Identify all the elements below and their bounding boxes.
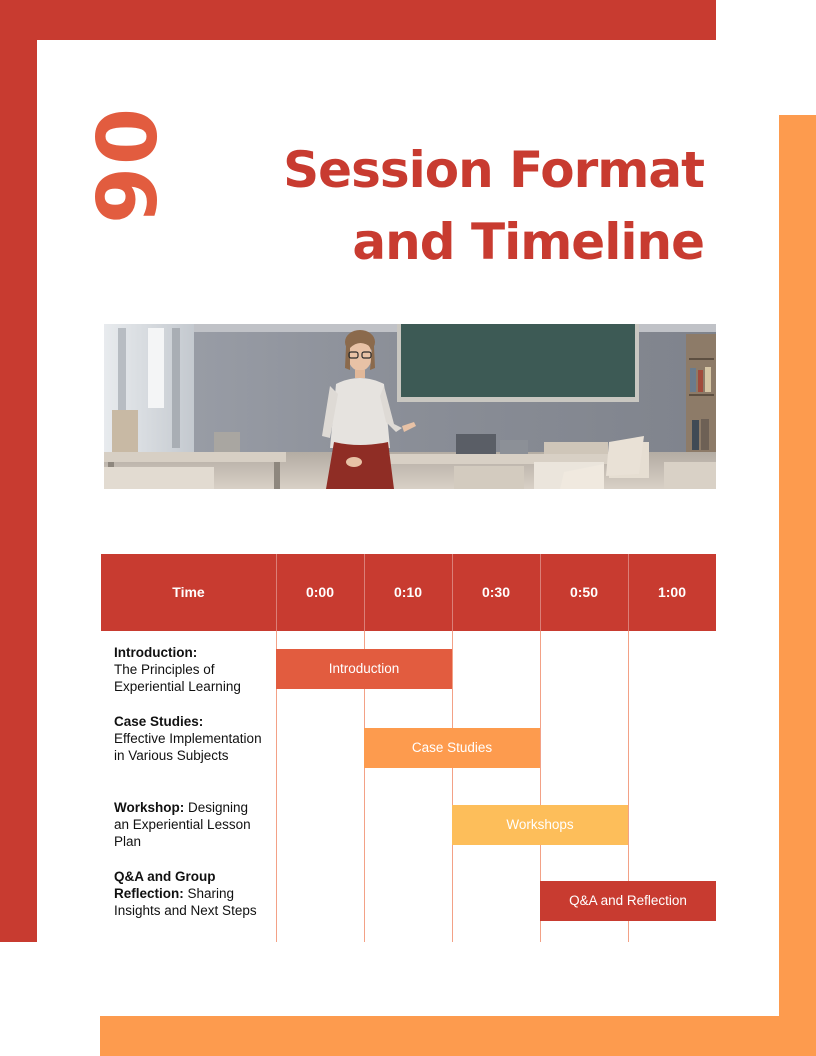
row-label-workshop: [114, 799, 264, 850]
row-label-qa-reflection: [114, 868, 264, 919]
session-timeline: [101, 554, 716, 942]
row-label-bold: Workshop:: [114, 800, 185, 815]
row-label-bold: Introduction:: [114, 645, 198, 660]
section-number: 06: [76, 107, 171, 227]
bar-case-studies: Case Studies: [364, 728, 540, 768]
row-label-case-studies: [114, 713, 264, 764]
header-0-00: 0:00: [305, 584, 335, 600]
header-0-50: 0:50: [569, 584, 599, 600]
page-title: [283, 134, 704, 278]
header-0-30: 0:30: [481, 584, 511, 600]
row-label-text: Effective Implementation in Various Subjects: [114, 731, 262, 763]
classroom-teacher-photo: [104, 324, 716, 489]
header-1-00: 1:00: [657, 584, 687, 600]
row-label-text: The Principles of Experiential Learning: [114, 662, 241, 694]
title-line-2: and Timeline: [352, 213, 704, 271]
header-divider: [628, 554, 629, 631]
grid-line: [452, 631, 453, 942]
frame-orange-right-bar: [779, 115, 816, 1056]
row-label-bold: Case Studies:: [114, 714, 204, 729]
frame-red-top-bar: [0, 0, 716, 40]
row-label-bold: Q&A and Group Reflection:: [114, 869, 216, 901]
row-label-introduction: [114, 644, 264, 695]
title-line-1: Session Format: [283, 141, 704, 199]
header-divider: [276, 554, 277, 631]
bar-qa-reflection: Q&A and Reflection: [540, 881, 716, 921]
frame-orange-bottom-bar: [100, 1016, 816, 1056]
bar-workshops: Workshops: [452, 805, 628, 845]
header-divider: [452, 554, 453, 631]
header-0-10: 0:10: [393, 584, 423, 600]
header-divider: [364, 554, 365, 631]
row-label-text: Designing an Experiential Lesson Plan: [114, 800, 251, 849]
frame-red-left-bar: [0, 0, 37, 942]
header-time: Time: [172, 584, 205, 600]
bar-introduction: Introduction: [276, 649, 452, 689]
header-divider: [540, 554, 541, 631]
row-label-text: Sharing Insights and Next Steps: [114, 886, 257, 918]
